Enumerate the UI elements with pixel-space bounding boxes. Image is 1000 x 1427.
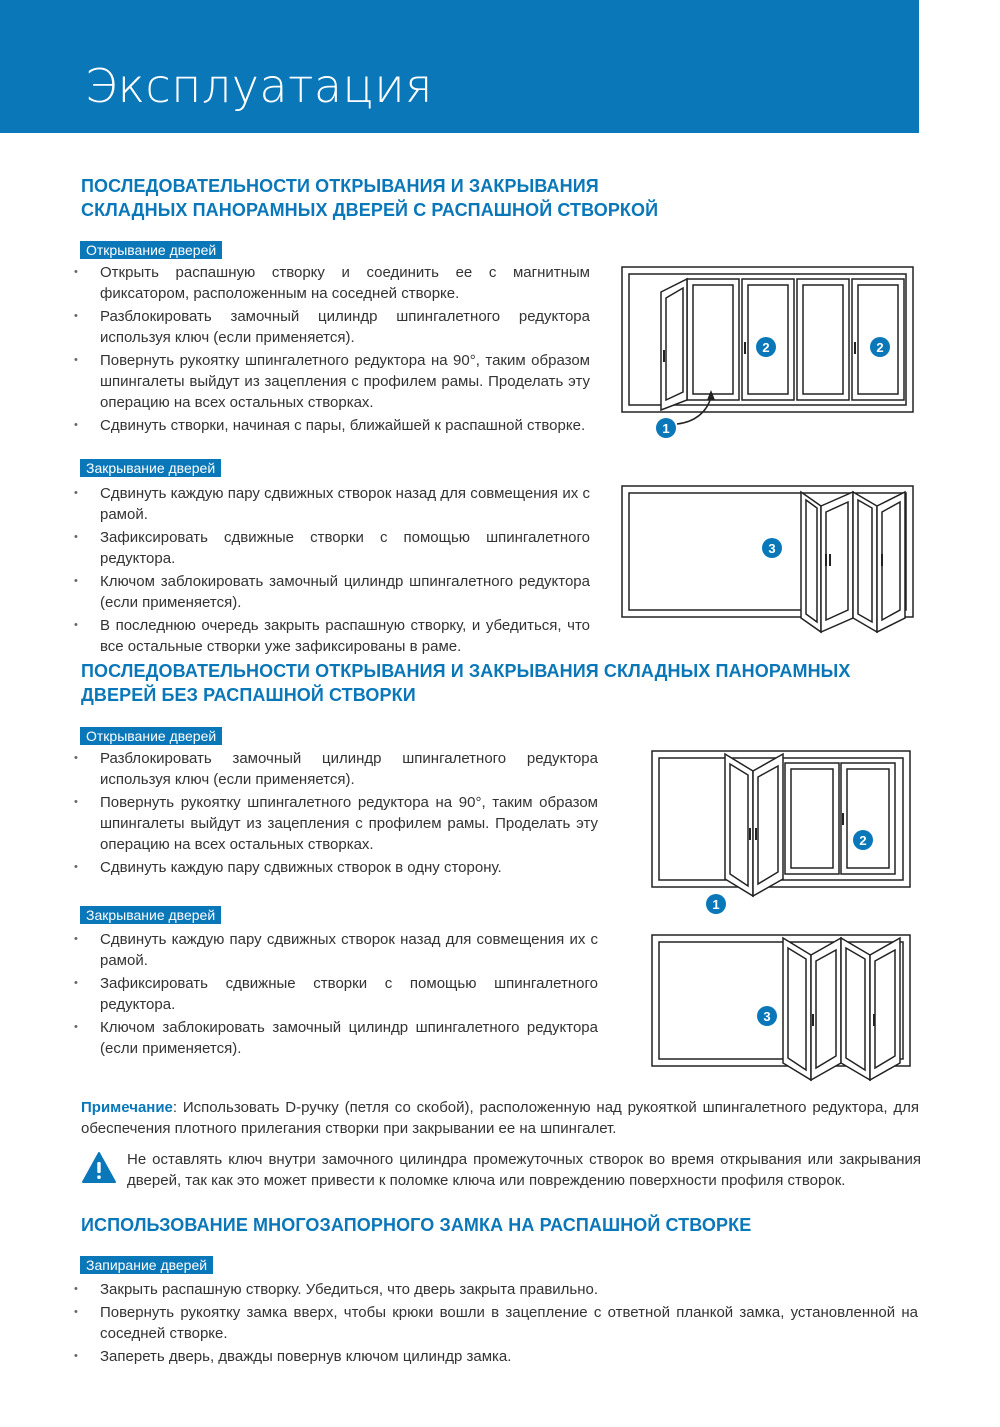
list-item: • Повернуть рукоятку шпингалетного редуктора на 90°, таким образом шпингалеты выйдут из зацепления с профилем рамы. Проделать эту операцию на всех остальных створках. xyxy=(80,792,598,855)
svg-text:3: 3 xyxy=(768,541,776,556)
badge-2 xyxy=(853,830,873,850)
list-item: • Закрыть распашную створку. Убедиться, что дверь закрыта правильно. xyxy=(80,1279,918,1300)
section1-closing-label: Закрывание дверей xyxy=(80,459,221,477)
section2-closing-list xyxy=(80,929,598,1061)
section2-title-line1: ПОСЛЕДОВАТЕЛЬНОСТИ ОТКРЫВАНИЯ И ЗАКРЫВАНИЯ СКЛАДНЫХ ПАНОРАМНЫХ xyxy=(81,661,851,681)
list-item: • Сдвинуть каждую пару сдвижных створок в одну сторону. xyxy=(80,857,598,878)
section1-title-line2: СКЛАДНЫХ ПАНОРАМНЫХ ДВЕРЕЙ С РАСПАШНОЙ СТВОРКОЙ xyxy=(81,200,659,220)
section1-opening-list xyxy=(80,262,590,438)
section3-locking-label: Запирание дверей xyxy=(80,1256,213,1274)
section2-opening-label: Открывание дверей xyxy=(80,727,222,745)
diagram-folding-door-opening xyxy=(645,746,915,921)
list-item: • Сдвинуть каждую пару сдвижных створок назад для совмещения их с рамой. xyxy=(80,483,590,525)
note-text: : Использовать D-ручку (петля со скобой), расположенную над рукояткой шпингалетного редуктора, для обеспечения плотного прилегания створки при закрывании ее на шпингалет. xyxy=(81,1099,919,1137)
badge-1 xyxy=(706,894,726,914)
section1-closing-list xyxy=(80,483,590,659)
warning-block xyxy=(81,1149,921,1191)
badge-3 xyxy=(757,1006,777,1026)
svg-text:1: 1 xyxy=(662,421,670,436)
diagram-swing-door-folded xyxy=(615,480,920,640)
svg-text:3: 3 xyxy=(763,1009,771,1024)
section2-opening-list xyxy=(80,748,598,880)
list-item: • Ключом заблокировать замочный цилиндр шпингалетного редуктора (если применяется). xyxy=(80,571,590,613)
list-item: • Зафиксировать сдвижные створки с помощью шпингалетного редуктора. xyxy=(80,527,590,569)
section1-title xyxy=(81,174,658,222)
note-paragraph xyxy=(81,1097,919,1139)
warning-triangle-icon xyxy=(81,1151,117,1185)
diagram-folding-door-folded xyxy=(645,930,915,1085)
section2-closing-label: Закрывание дверей xyxy=(80,906,221,924)
badge-1 xyxy=(656,418,676,438)
section2-title xyxy=(81,659,851,707)
list-item: • Разблокировать замочный цилиндр шпингалетного редуктора используя ключ (если применяется). xyxy=(80,306,590,348)
badge-2 xyxy=(756,337,776,357)
list-item: • В последнюю очередь закрыть распашную створку, и убедиться, что все остальные створки уже зафиксированы в раме. xyxy=(80,615,590,657)
list-item: • Ключом заблокировать замочный цилиндр шпингалетного редуктора (если применяется). xyxy=(80,1017,598,1059)
section1-title-line1: ПОСЛЕДОВАТЕЛЬНОСТИ ОТКРЫВАНИЯ И ЗАКРЫВАНИЯ xyxy=(81,176,599,196)
list-item: • Повернуть рукоятку шпингалетного редуктора на 90°, таким образом шпингалеты выйдут из зацепления с профилем рамы. Проделать эту операцию на всех остальных створках. xyxy=(80,350,590,413)
section3-title: ИСПОЛЬЗОВАНИЕ МНОГОЗАПОРНОГО ЗАМКА НА РАСПАШНОЙ СТВОРКЕ xyxy=(81,1215,752,1235)
page-title: Эксплуатация xyxy=(85,59,433,113)
section3-locking-list xyxy=(80,1279,918,1369)
diagram-swing-door-opening xyxy=(615,262,920,447)
badge-2 xyxy=(870,337,890,357)
section1-opening-label: Открывание дверей xyxy=(80,241,222,259)
list-item: • Зафиксировать сдвижные створки с помощью шпингалетного редуктора. xyxy=(80,973,598,1015)
svg-text:1: 1 xyxy=(712,897,720,912)
section2-title-line2: ДВЕРЕЙ БЕЗ РАСПАШНОЙ СТВОРКИ xyxy=(81,685,416,705)
note-label: Примечание xyxy=(81,1099,173,1116)
list-item: • Сдвинуть створки, начиная с пары, ближайшей к распашной створке. xyxy=(80,415,590,436)
header-banner xyxy=(0,0,919,133)
badge-3 xyxy=(762,538,782,558)
svg-text:2: 2 xyxy=(762,340,770,355)
warning-text: Не оставлять ключ внутри замочного цилиндра промежуточных створок во время открывания или закрывания дверей, так как это может привести к поломке ключа или повреждению поверхности профиля створок. xyxy=(127,1151,921,1189)
list-item: • Повернуть рукоятку замка вверх, чтобы крюки вошли в зацепление с ответной планкой замка, установленной на соседней створке. xyxy=(80,1302,918,1344)
list-item: • Запереть дверь, дважды повернув ключом цилиндр замка. xyxy=(80,1346,918,1367)
list-item: • Открыть распашную створку и соединить ее с магнитным фиксатором, расположенным на соседней створке. xyxy=(80,262,590,304)
svg-text:2: 2 xyxy=(859,833,867,848)
list-item: • Сдвинуть каждую пару сдвижных створок назад для совмещения их с рамой. xyxy=(80,929,598,971)
list-item: • Разблокировать замочный цилиндр шпингалетного редуктора используя ключ (если применяется). xyxy=(80,748,598,790)
svg-text:2: 2 xyxy=(876,340,884,355)
